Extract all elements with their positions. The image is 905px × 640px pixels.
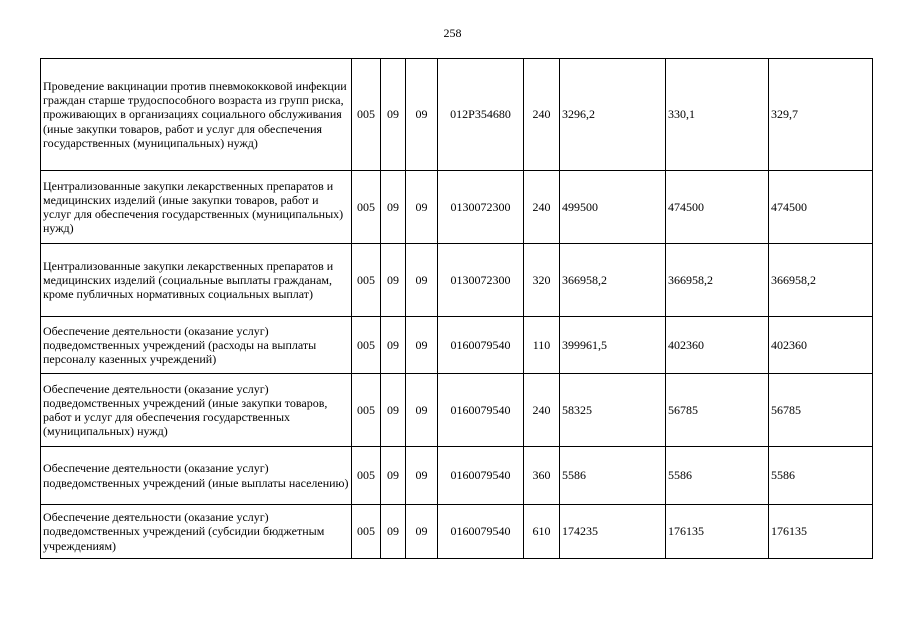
amount-year-3: 366958,2: [769, 244, 873, 317]
budget-table: [40, 58, 873, 559]
amount-year-1: 399961,5: [560, 317, 666, 374]
amount-year-3: 176135: [769, 505, 873, 559]
target-article-code: 0130072300: [438, 244, 524, 317]
amount-year-2: 474500: [666, 171, 769, 244]
amount-year-3: 474500: [769, 171, 873, 244]
table-row: [41, 447, 873, 505]
ministry-code: 005: [352, 505, 381, 559]
section-code: 09: [381, 59, 406, 171]
expense-type-code: 240: [524, 171, 560, 244]
expense-type-code: 360: [524, 447, 560, 505]
amount-year-2: 176135: [666, 505, 769, 559]
row-description: Централизованные закупки лекарственных препаратов и медицинских изделий (иные закупки товаров, работ и услуг для обеспечения государственных (муниципальных) нужд): [41, 171, 352, 244]
amount-year-3: 5586: [769, 447, 873, 505]
amount-year-1: 366958,2: [560, 244, 666, 317]
table-row: [41, 244, 873, 317]
amount-year-2: 402360: [666, 317, 769, 374]
section-code: 09: [381, 447, 406, 505]
expense-type-code: 610: [524, 505, 560, 559]
amount-year-2: 5586: [666, 447, 769, 505]
ministry-code: 005: [352, 244, 381, 317]
row-description: Обеспечение деятельности (оказание услуг) подведомственных учреждений (иные закупки товаров, работ и услуг для обеспечения государственных (муниципальных) нужд): [41, 374, 352, 447]
page-number: 258: [443, 26, 462, 40]
amount-year-2: 330,1: [666, 59, 769, 171]
amount-year-1: 5586: [560, 447, 666, 505]
amount-year-2: 366958,2: [666, 244, 769, 317]
ministry-code: 005: [352, 171, 381, 244]
subsection-code: 09: [406, 505, 438, 559]
ministry-code: 005: [352, 447, 381, 505]
ministry-code: 005: [352, 317, 381, 374]
amount-year-1: 58325: [560, 374, 666, 447]
target-article-code: 0160079540: [438, 505, 524, 559]
amount-year-3: 329,7: [769, 59, 873, 171]
row-description: Обеспечение деятельности (оказание услуг) подведомственных учреждений (иные выплаты населению): [41, 447, 352, 505]
subsection-code: 09: [406, 244, 438, 317]
table-row: [41, 317, 873, 374]
row-description: Обеспечение деятельности (оказание услуг) подведомственных учреждений (расходы на выплаты персоналу казенных учреждений): [41, 317, 352, 374]
subsection-code: 09: [406, 447, 438, 505]
target-article-code: 0160079540: [438, 374, 524, 447]
table-row: [41, 374, 873, 447]
subsection-code: 09: [406, 59, 438, 171]
amount-year-1: 499500: [560, 171, 666, 244]
section-code: 09: [381, 505, 406, 559]
target-article-code: 0160079540: [438, 317, 524, 374]
row-description: Централизованные закупки лекарственных препаратов и медицинских изделий (социальные выплаты гражданам, кроме публичных нормативных социальных выплат): [41, 244, 352, 317]
amount-year-1: 3296,2: [560, 59, 666, 171]
row-description: Обеспечение деятельности (оказание услуг) подведомственных учреждений (субсидии бюджетным учреждениям): [41, 505, 352, 559]
section-code: 09: [381, 171, 406, 244]
target-article-code: 0160079540: [438, 447, 524, 505]
subsection-code: 09: [406, 171, 438, 244]
row-description: Проведение вакцинации против пневмококковой инфекции граждан старше трудоспособного возраста из групп риска, проживающих в организациях социального обслуживания (иные закупки товаров, работ и услуг для обеспечения государственных (муниципальных) нужд): [41, 59, 352, 171]
section-code: 09: [381, 374, 406, 447]
expense-type-code: 240: [524, 374, 560, 447]
amount-year-1: 174235: [560, 505, 666, 559]
target-article-code: 012P354680: [438, 59, 524, 171]
table-row: [41, 59, 873, 171]
expense-type-code: 320: [524, 244, 560, 317]
amount-year-3: 56785: [769, 374, 873, 447]
ministry-code: 005: [352, 374, 381, 447]
section-code: 09: [381, 244, 406, 317]
table-row: [41, 505, 873, 559]
target-article-code: 0130072300: [438, 171, 524, 244]
subsection-code: 09: [406, 374, 438, 447]
expense-type-code: 240: [524, 59, 560, 171]
amount-year-2: 56785: [666, 374, 769, 447]
expense-type-code: 110: [524, 317, 560, 374]
amount-year-3: 402360: [769, 317, 873, 374]
subsection-code: 09: [406, 317, 438, 374]
table-row: [41, 171, 873, 244]
section-code: 09: [381, 317, 406, 374]
ministry-code: 005: [352, 59, 381, 171]
